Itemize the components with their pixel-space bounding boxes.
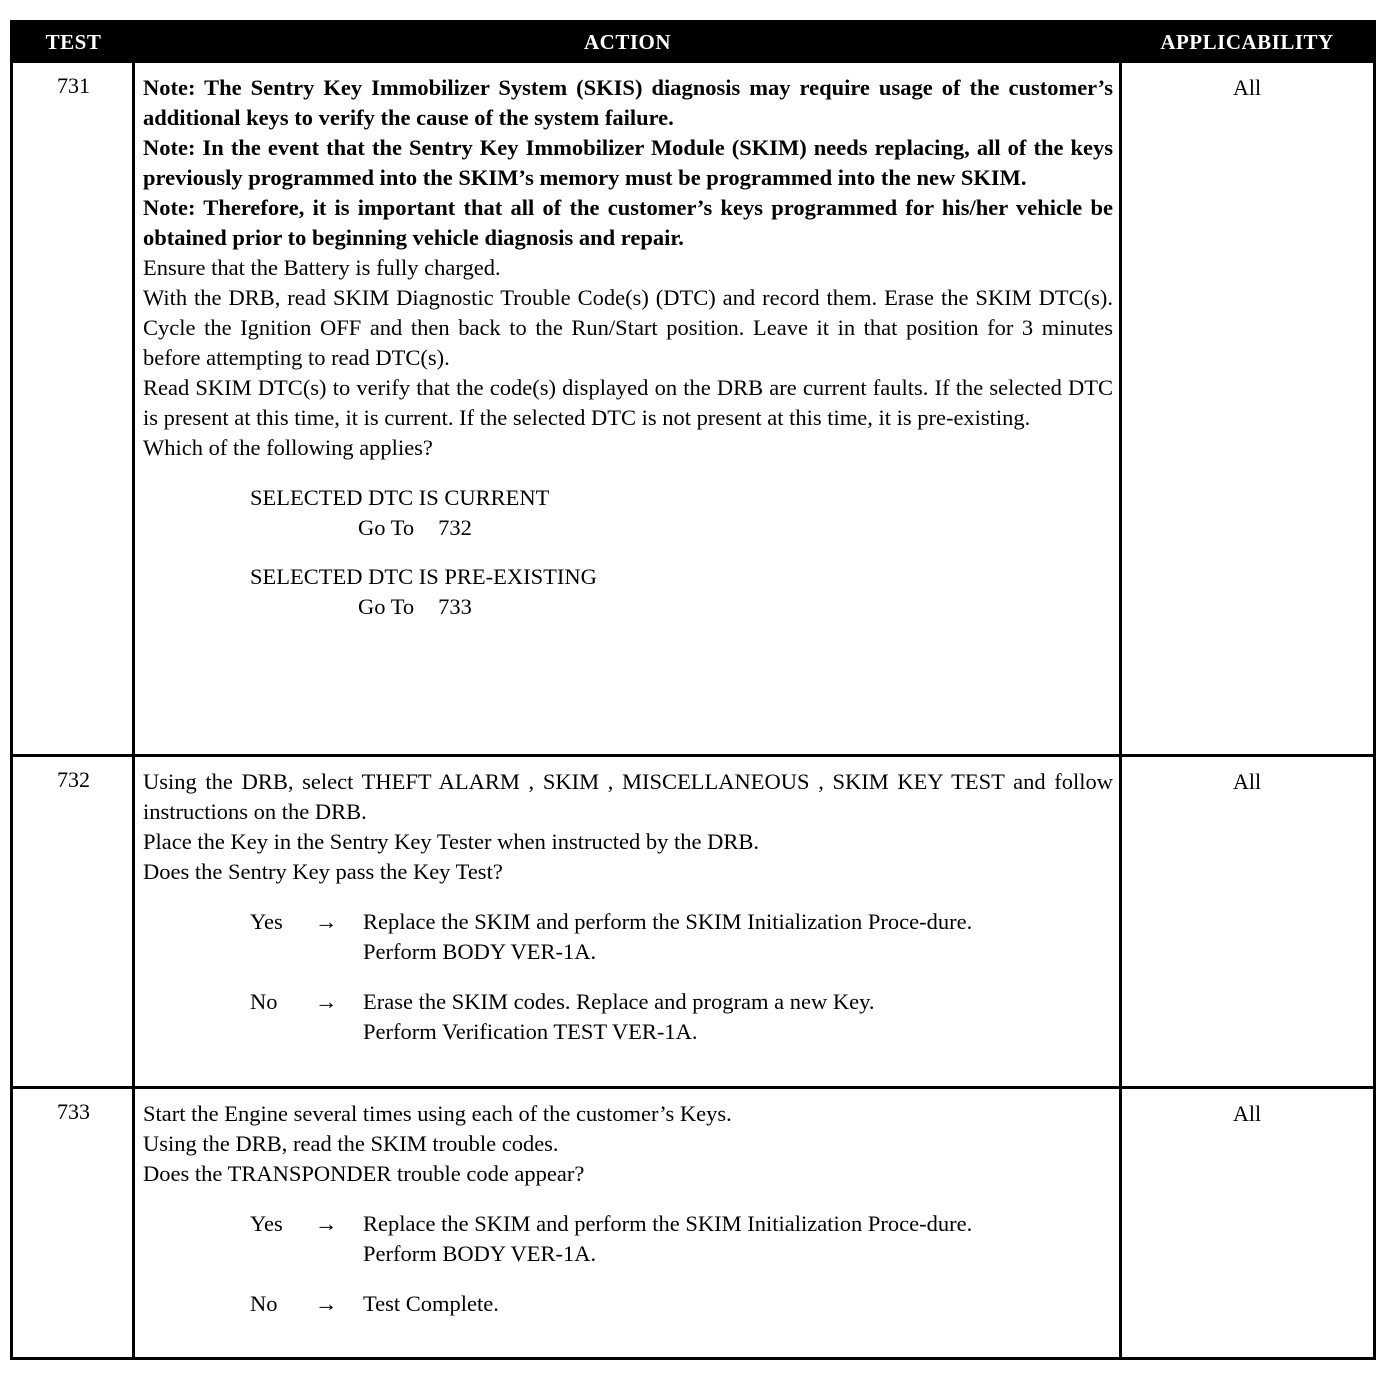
table-row [13,1089,1373,1357]
option-label: SELECTED DTC IS CURRENT [250,485,550,510]
answer-text: Perform Verification TEST VER-1A. [363,1019,698,1044]
instruction-text: With the DRB, read SKIM Diagnostic Trouble Code(s) (DTC) and record them. Erase the SKIM DTC(s). Cycle the Ignition OFF and then back to the Run/Start position. Leave it in that position for 3 minutes before attempting to read DTC(s). [143,285,1113,370]
answer-text: Replace the SKIM and perform the SKIM Initialization Proce-dure. [363,909,973,934]
question-text: Does the Sentry Key pass the Key Test? [143,859,503,884]
option-current [250,483,1113,543]
goto-target: 732 [438,515,472,540]
applicability-value: All [1232,769,1262,794]
instruction-text: Using the DRB, read the SKIM trouble codes. [143,1131,559,1156]
answer-no [143,1289,1113,1319]
arrow-icon: → [315,1291,338,1316]
table-row [13,63,1373,755]
answer-label: Yes [250,1211,283,1236]
answer-label: No [250,989,278,1014]
note-text: Note: Therefore, it is important that all of the customer’s keys programmed for his/her vehicle be obtained prior to beginning vehicle diagnosis and repair. [143,195,1113,250]
answer-text: Erase the SKIM codes. Replace and program a new Key. [363,989,875,1014]
answer-text: Replace the SKIM and perform the SKIM Initialization Proce-dure. [363,1211,973,1236]
header-applicability: APPLICABILITY [1160,30,1334,54]
header-action: ACTION [583,30,671,54]
note-text: Note: In the event that the Sentry Key Immobilizer Module (SKIM) needs replacing, all of the keys previously programmed into the SKIM’s memory must be programmed into the new SKIM. [143,135,1113,190]
table-row [13,757,1373,1085]
goto-target: 733 [438,594,472,619]
arrow-icon: → [315,1211,338,1236]
instruction-text: Using the DRB, select THEFT ALARM , SKIM , MISCELLANEOUS , SKIM KEY TEST and follow instructions on the DRB. [143,769,1113,824]
goto-label: Go To [358,515,415,540]
goto-label: Go To [358,594,415,619]
goto-link[interactable] [358,513,1113,543]
question-text: Does the TRANSPONDER trouble code appear? [143,1161,585,1186]
answer-text: Perform BODY VER-1A. [363,1241,597,1266]
answer-text: Perform BODY VER-1A. [363,939,597,964]
answer-label: No [250,1291,278,1316]
test-number: 731 [57,73,90,98]
action-cell [143,1099,1113,1319]
instruction-text: Read SKIM DTC(s) to verify that the code(s) displayed on the DRB are current faults. If the selected DTC is present at this time, it is current. If the selected DTC is not present at this time, it is pre-existing. [143,375,1113,430]
arrow-icon: → [315,989,338,1014]
header-test: TEST [45,30,102,54]
instruction-text: Place the Key in the Sentry Key Tester when instructed by the DRB. [143,829,759,854]
instruction-text: Start the Engine several times using each of the customer’s Keys. [143,1101,732,1126]
answer-no [143,987,1113,1047]
option-pre-existing [250,562,1113,622]
note-text: Note: The Sentry Key Immobilizer System (SKIS) diagnosis may require usage of the customer’s additional keys to verify the cause of the system failure. [143,75,1113,130]
applicability-value: All [1232,1101,1262,1126]
question-text: Which of the following applies? [143,435,433,460]
option-label: SELECTED DTC IS PRE-EXISTING [250,564,597,589]
applicability-value: All [1232,75,1262,100]
action-cell [143,73,1113,622]
answer-label: Yes [250,909,283,934]
instruction-text: Ensure that the Battery is fully charged. [143,255,501,280]
answer-yes [143,907,1113,967]
goto-link[interactable] [358,592,1113,622]
answer-yes [143,1209,1113,1269]
test-number: 732 [57,767,90,792]
arrow-icon: → [315,909,338,934]
table-header [13,23,1373,63]
action-cell [143,767,1113,1047]
answer-text: Test Complete. [363,1291,499,1316]
test-number: 733 [57,1099,90,1124]
diagnostic-table [10,20,1376,1360]
